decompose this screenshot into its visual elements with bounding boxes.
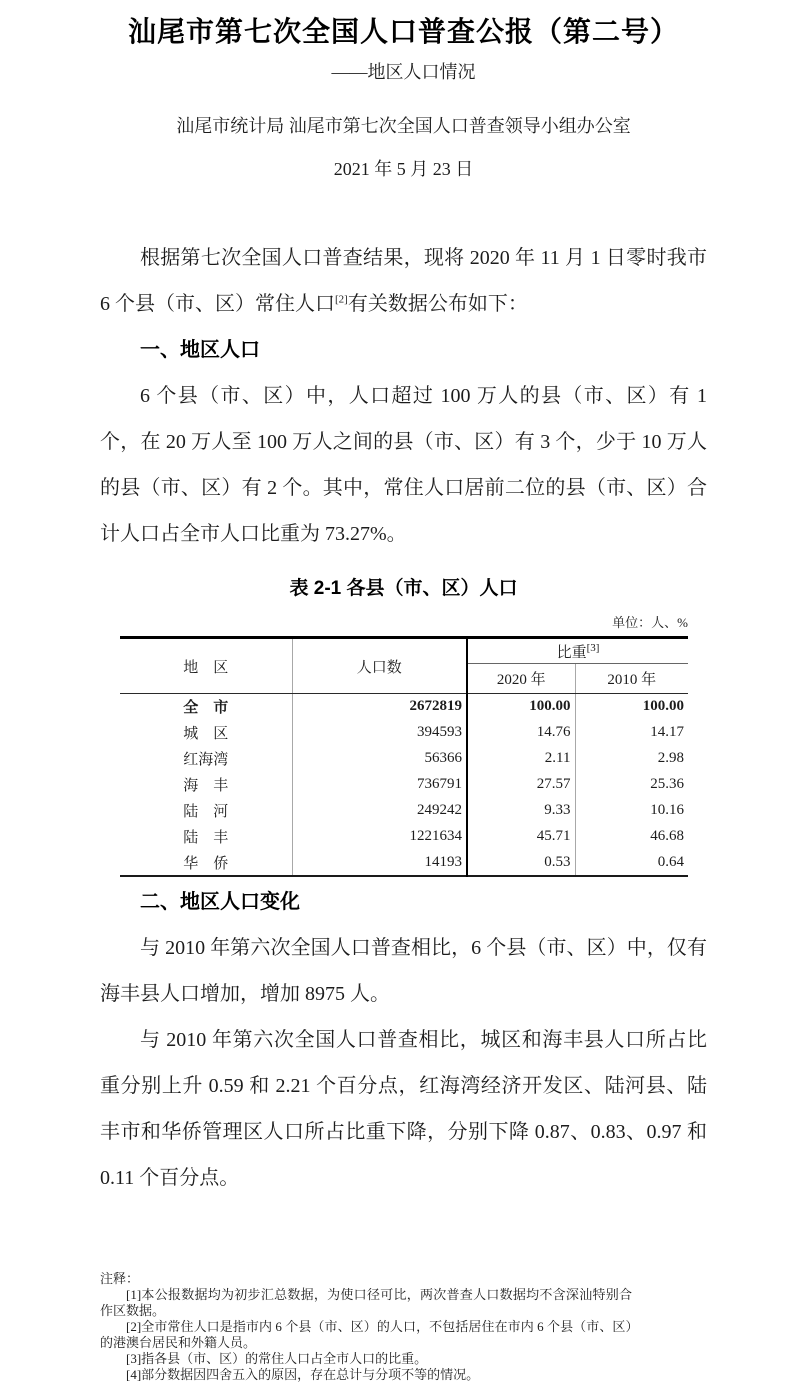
note-item-1: [1]本公报数据均为初步汇总数据，为使口径可比，两次普查人口数据均不含深汕特别合作区数据。 <box>100 1286 632 1318</box>
notes-label: 注释： <box>100 1270 140 1286</box>
region-cell: 全 市 <box>120 694 292 720</box>
region-cell: 陆 河 <box>120 798 292 824</box>
share-2010-cell: 0.64 <box>657 853 684 870</box>
region-cell: 红海湾 <box>120 746 292 772</box>
region-cell: 陆 丰 <box>120 824 292 850</box>
document-subtitle: ——地区人口情况 <box>331 62 476 82</box>
table-unit-note: 单位：人、% <box>612 615 688 630</box>
table-row <box>120 850 688 876</box>
table-row <box>120 746 688 772</box>
section2-heading: 二、地区人口变化 <box>140 890 300 913</box>
document-title: 汕尾市第七次全国人口普查公报（第二号） <box>127 16 679 47</box>
table-row <box>120 772 688 798</box>
share-2010-cell: 10.16 <box>650 802 684 818</box>
column-header-share <box>467 638 688 664</box>
share-2010-cell: 2.98 <box>657 750 684 766</box>
population-table <box>120 636 688 877</box>
region-cell: 海 丰 <box>120 772 292 798</box>
table-row <box>120 798 688 824</box>
region-cell: 华 侨 <box>120 850 292 876</box>
column-header-2020: 2020 年 <box>467 664 575 694</box>
population-cell: 2672819 <box>292 694 467 720</box>
share-2020-cell: 2.11 <box>467 746 575 772</box>
footnote-ref-3: [3] <box>586 642 600 654</box>
note-item-4: [4]部分数据因四舍五入的原因，存在总计与分项不等的情况。 <box>126 1366 480 1382</box>
section1-heading: 一、地区人口 <box>140 339 260 361</box>
column-header-2010: 2010 年 <box>575 664 688 694</box>
table-title: 表 2-1 各县（市、区）人口 <box>289 578 518 599</box>
population-cell: 249242 <box>292 798 467 824</box>
section1-paragraph: 6 个县（市、区）中，人口超过 100 万人的县（市、区）有 1 个，在 20 万人至 100 万人之间的县（市、区）有 3 个，少于 10 万人的县（市、区）有 2 个。其中，常住人口居前二位的县（市、区）合计人口占全市人口比重为 73.27%。 <box>100 385 707 545</box>
table-row <box>120 720 688 746</box>
column-header-region: 地 区 <box>120 638 292 694</box>
share-2010-cell: 14.17 <box>650 724 684 740</box>
section2-paragraph-2: 与 2010 年第六次全国人口普查相比，城区和海丰县人口所占比重分别上升 0.59 和 2.21 个百分点，红海湾经济开发区、陆河县、陆丰市和华侨管理区人口所占比重下降，分别下降 0.87、0.83、0.97 和 0.11 个百分点。 <box>100 1028 707 1189</box>
table-row-total <box>120 694 688 720</box>
share-2020-cell: 9.33 <box>467 798 575 824</box>
population-cell: 736791 <box>292 772 467 798</box>
footnote-ref-2: [2] <box>335 293 348 306</box>
share-2020-cell: 27.57 <box>467 772 575 798</box>
intro-text-after: 有关数据公布如下： <box>347 293 528 315</box>
footnotes <box>100 1271 632 1382</box>
share-label: 比重 <box>556 645 587 661</box>
share-2020-cell: 45.71 <box>467 824 575 850</box>
document-body <box>100 235 707 1382</box>
intro-paragraph <box>100 235 707 327</box>
region-cell: 城 区 <box>120 720 292 746</box>
population-cell: 56366 <box>292 746 467 772</box>
share-2020-cell: 0.53 <box>467 850 575 876</box>
population-cell: 394593 <box>292 720 467 746</box>
share-2010-cell: 25.36 <box>650 776 684 792</box>
share-2020-cell: 14.76 <box>467 720 575 746</box>
population-cell: 14193 <box>292 850 467 876</box>
note-item-2: [2]全市常住人口是指市内 6 个县（市、区）的人口，不包括居住在市内 6 个县（市、区）的港澳台居民和外籍人员。 <box>100 1318 632 1350</box>
publish-date: 2021 年 5 月 23 日 <box>333 159 474 179</box>
share-2020-cell: 100.00 <box>467 694 575 720</box>
section2-paragraph-1: 与 2010 年第六次全国人口普查相比，6 个县（市、区）中，仅有海丰县人口增加，增加 8975 人。 <box>100 936 707 1005</box>
share-2010-cell: 100.00 <box>642 698 684 715</box>
column-header-population: 人口数 <box>292 638 467 694</box>
table-body <box>120 694 688 876</box>
note-item-3: [3]指各县（市、区）的常住人口占全市人口的比重。 <box>126 1350 428 1366</box>
table-header <box>120 638 688 694</box>
share-2010-cell: 46.68 <box>650 828 684 844</box>
intro-text-before: 根据第七次全国人口普查结果，现将 2020 年 11 月 1 日零时我市 6 个县（市、区）常住人口 <box>100 247 707 315</box>
population-cell: 1221634 <box>292 824 467 850</box>
issuing-agencies: 汕尾市统计局 汕尾市第七次全国人口普查领导小组办公室 <box>176 116 631 136</box>
table-row <box>120 824 688 850</box>
